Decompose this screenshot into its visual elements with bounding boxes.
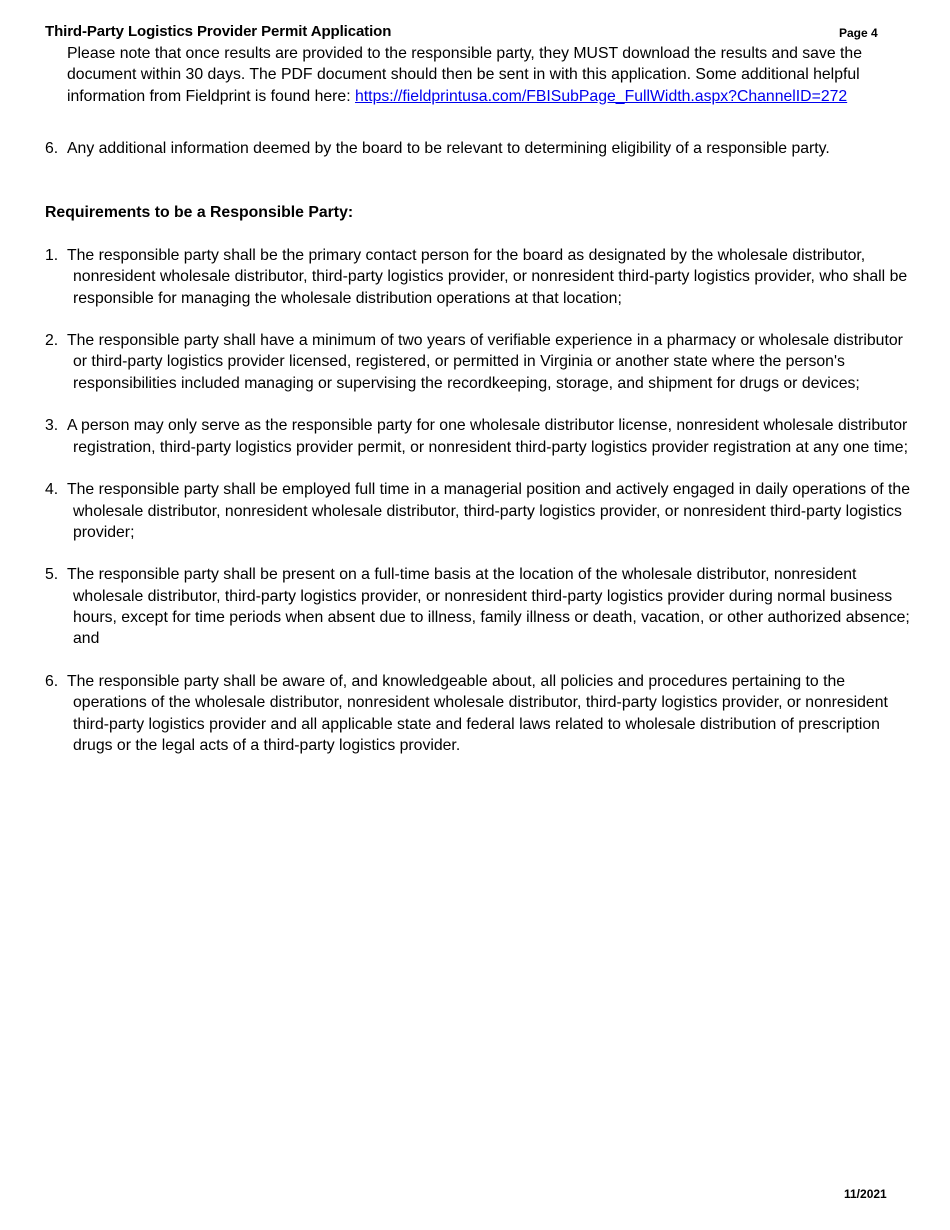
- item-text: The responsible party shall be present on a full-time basis at the location of the wholesale distributor, nonresident wholesale distributor, third-party logistics provider, or nonresident third-party logistics provider during normal business hours, except for time periods when absent due to illness, family illness or death, vacation, or other authorized absence; and: [67, 566, 910, 648]
- item-number: 4.: [45, 481, 59, 499]
- item-text: The responsible party shall be the primary contact person for the board as designated by the wholesale distributor, nonresident wholesale distributor, third-party logistics provider, or nonresident third-party logistics provider, who shall be responsible for managing the wholesale distribution operations at that location;: [67, 247, 908, 307]
- requirement-item-6: [45, 671, 915, 756]
- requirement-item-4: [45, 479, 915, 543]
- item-number: 1.: [45, 247, 59, 264]
- item-number: 6.: [45, 140, 59, 157]
- item-text: A person may only serve as the responsible party for one wholesale distributor license, nonresident wholesale distributor registration, third-party logistics provider permit, or nonresident third-party logistics provider registration at any one time;: [67, 417, 908, 456]
- additional-info-item: [45, 138, 925, 159]
- revision-date: 11/2021: [844, 1187, 887, 1201]
- page-title: Third-Party Logistics Provider Permit Application: [45, 23, 392, 40]
- note-text: Please note that once results are provided to the responsible party, they MUST download the results and save the document within 30 days. The PDF document should then be sent in with this application. Some additional helpful information from Fieldprint is found here:: [67, 45, 862, 105]
- item-text: The responsible party shall be aware of, and knowledgeable about, all policies and procedures pertaining to the operations of the wholesale distributor, nonresident wholesale distributor, third-party logistics provider, or nonresident third-party logistics provider and all applicable state and federal laws related to wholesale distribution of prescription drugs or the legal acts of a third-party logistics provider.: [67, 672, 888, 754]
- item-number: 5.: [45, 566, 59, 584]
- requirements-heading: Requirements to be a Responsible Party:: [45, 204, 354, 221]
- item-text: Any additional information deemed by the board to be relevant to determining eligibility of a responsible party.: [67, 140, 830, 157]
- fingerprint-note: [67, 43, 912, 107]
- requirements-list: [45, 245, 915, 756]
- item-text: The responsible party shall be employed full time in a managerial position and actively engaged in daily operations of the wholesale distributor, nonresident wholesale distributor, third-party logistics provider, or nonresident third-party logistics provider;: [67, 481, 911, 541]
- fieldprint-link[interactable]: https://fieldprintusa.com/FBISubPage_FullWidth.aspx?ChannelID=272: [355, 87, 848, 105]
- requirement-item-1: [45, 245, 915, 309]
- page-number: Page 4: [839, 26, 878, 40]
- requirement-item-3: [45, 415, 915, 458]
- item-number: 3.: [45, 417, 59, 435]
- requirement-item-2: [45, 330, 915, 394]
- item-number: 2.: [45, 332, 59, 350]
- item-number: 6.: [45, 672, 59, 690]
- requirement-item-5: [45, 564, 915, 649]
- item-text: The responsible party shall have a minimum of two years of verifiable experience in a pharmacy or wholesale distributor or third-party logistics provider licensed, registered, or permitted in Virginia or another state where the person's responsibilities included managing or supervising the recordkeeping, storage, and shipment for drugs or devices;: [67, 332, 903, 392]
